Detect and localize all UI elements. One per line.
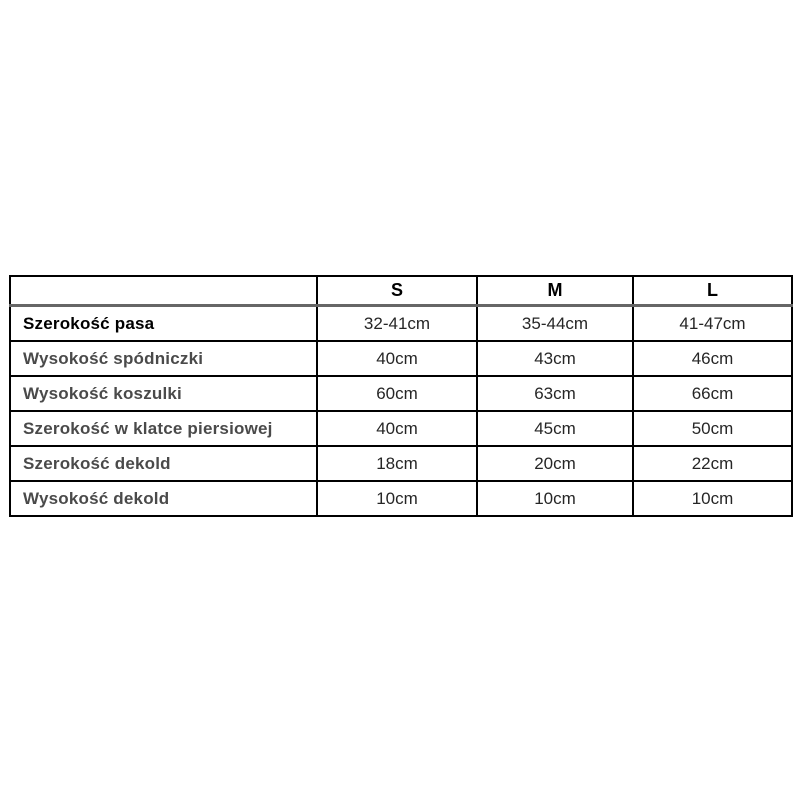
header-row <box>10 276 792 306</box>
cell-value: 22cm <box>633 446 792 481</box>
column-header-l: L <box>633 276 792 306</box>
column-header-m: M <box>477 276 633 306</box>
cell-value: 18cm <box>317 446 477 481</box>
cell-value: 43cm <box>477 341 633 376</box>
cell-value: 60cm <box>317 376 477 411</box>
column-header-s: S <box>317 276 477 306</box>
cell-value: 50cm <box>633 411 792 446</box>
table-row <box>10 306 792 342</box>
row-label: Szerokość pasa <box>10 306 317 342</box>
row-label: Wysokość dekold <box>10 481 317 516</box>
cell-value: 46cm <box>633 341 792 376</box>
row-label: Wysokość spódniczki <box>10 341 317 376</box>
cell-value: 45cm <box>477 411 633 446</box>
cell-value: 63cm <box>477 376 633 411</box>
cell-value: 10cm <box>477 481 633 516</box>
cell-value: 40cm <box>317 341 477 376</box>
table-row <box>10 341 792 376</box>
cell-value: 10cm <box>633 481 792 516</box>
table-row <box>10 481 792 516</box>
header-empty-cell <box>10 276 317 306</box>
row-label: Szerokość dekold <box>10 446 317 481</box>
cell-value: 32-41cm <box>317 306 477 342</box>
row-label: Szerokość w klatce piersiowej <box>10 411 317 446</box>
cell-value: 35-44cm <box>477 306 633 342</box>
size-chart-table <box>9 275 793 517</box>
cell-value: 10cm <box>317 481 477 516</box>
cell-value: 20cm <box>477 446 633 481</box>
table-row <box>10 446 792 481</box>
table-row <box>10 376 792 411</box>
cell-value: 66cm <box>633 376 792 411</box>
cell-value: 41-47cm <box>633 306 792 342</box>
cell-value: 40cm <box>317 411 477 446</box>
row-label: Wysokość koszulki <box>10 376 317 411</box>
table-row <box>10 411 792 446</box>
